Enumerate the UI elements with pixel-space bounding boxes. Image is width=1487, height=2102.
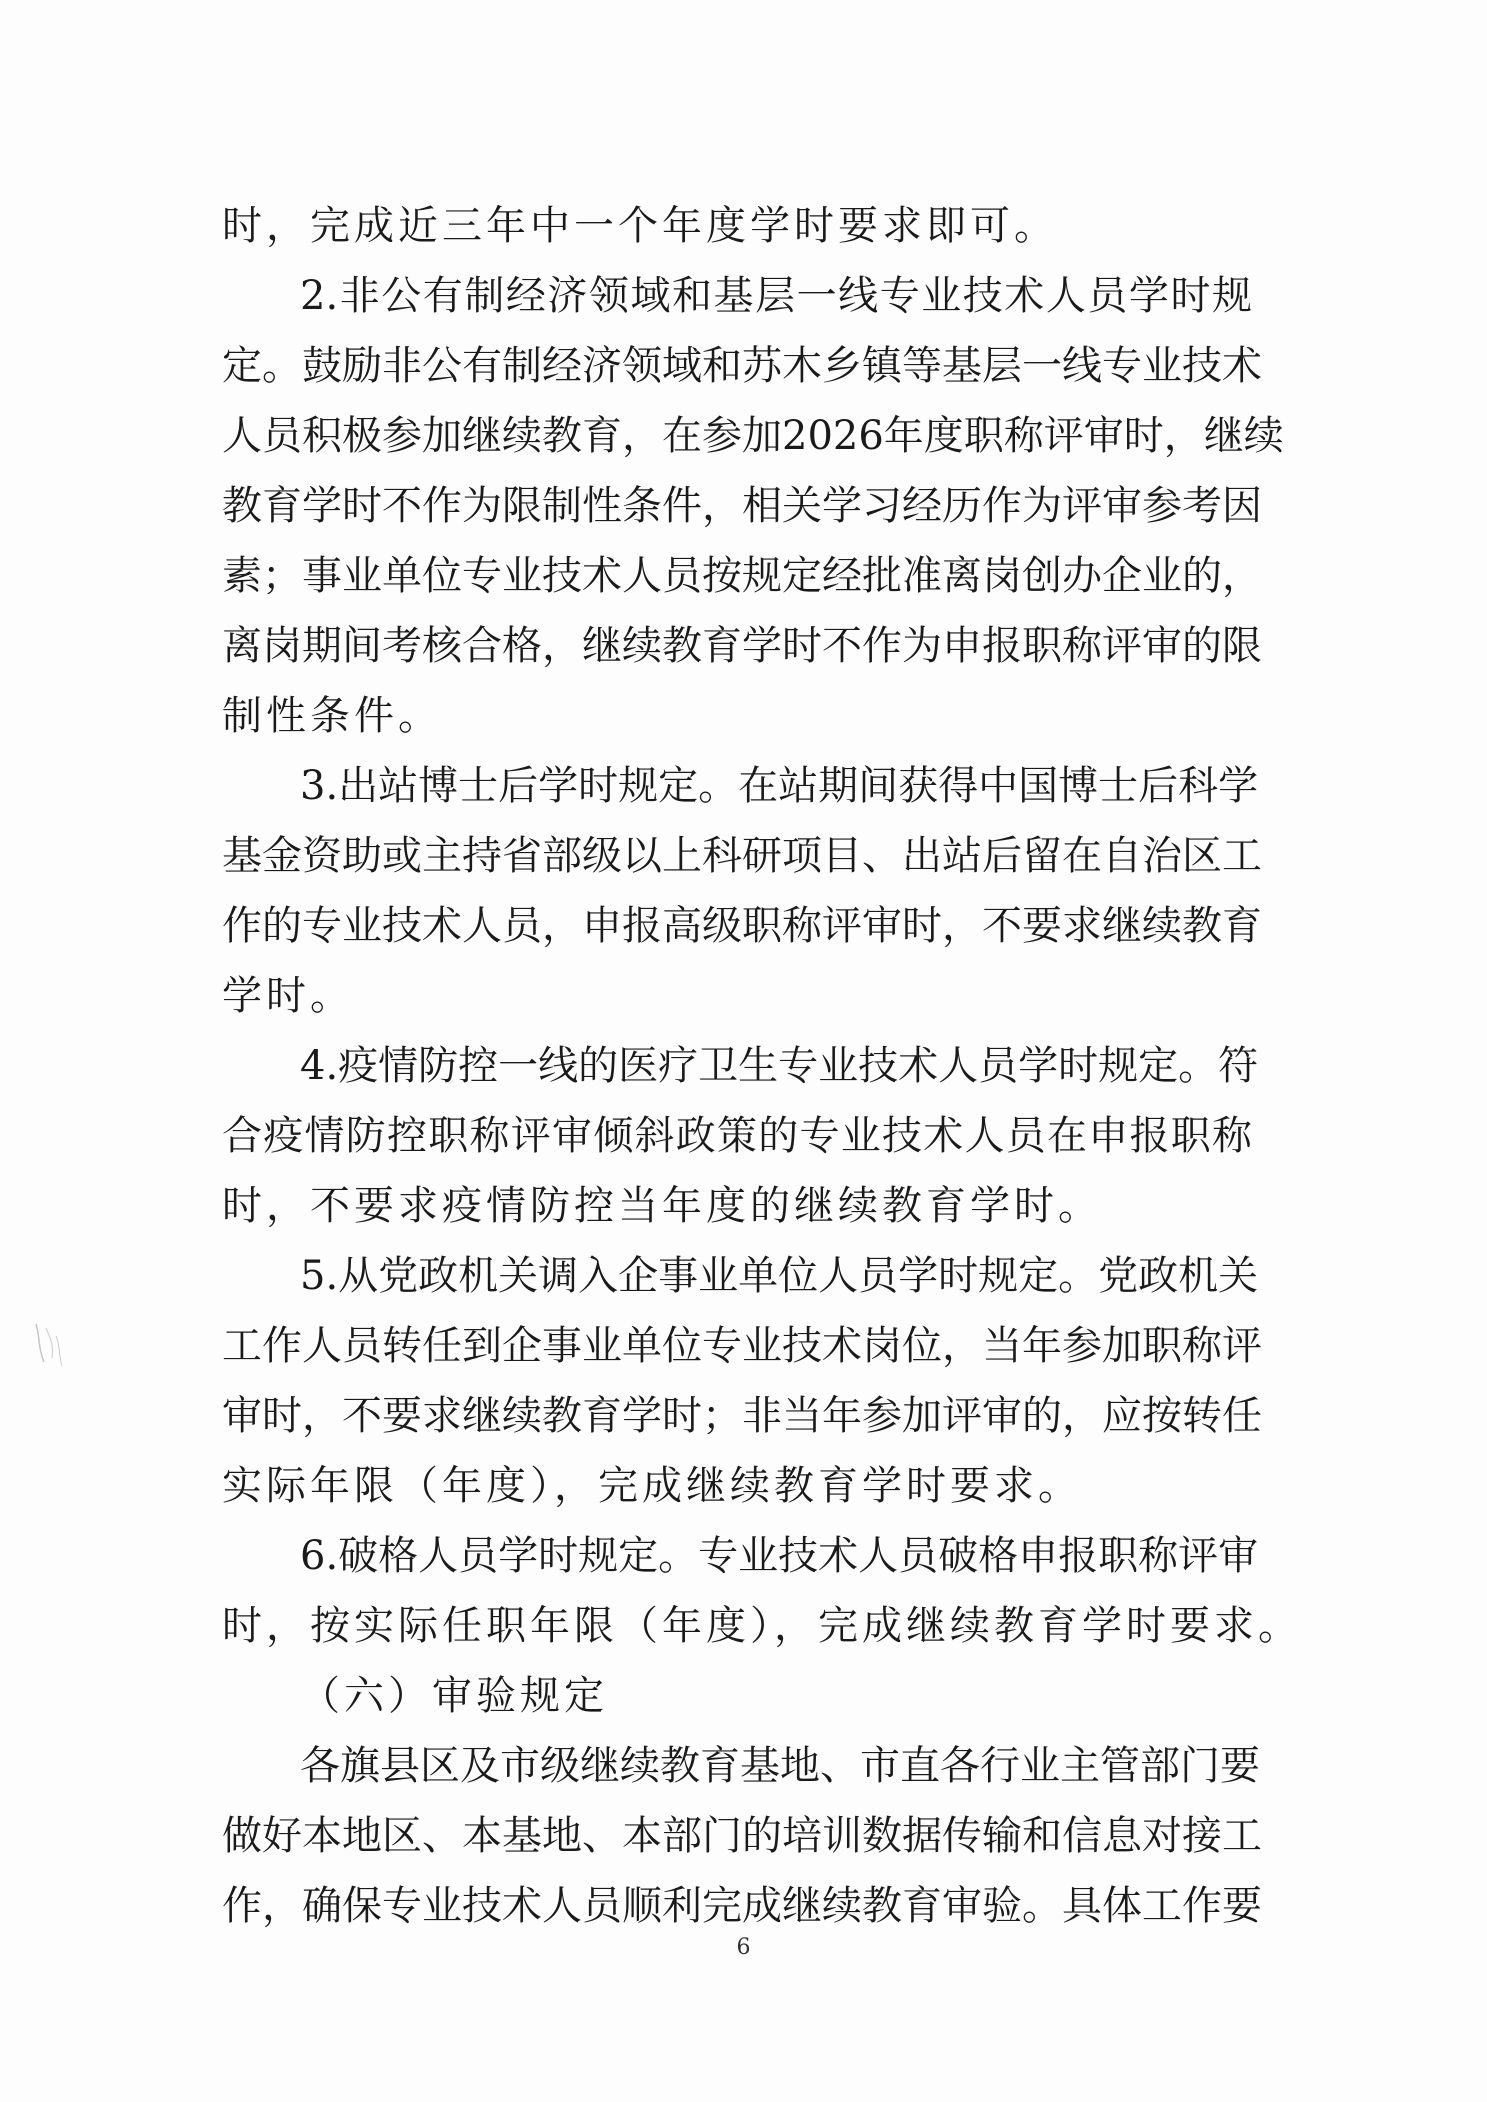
text-line: 时，不要求疫情防控当年度的继续教育学时。 bbox=[222, 1183, 1102, 1229]
text-line: 时，完成近三年中一个年度学时要求即可。 bbox=[222, 203, 1058, 249]
text-line: 基金资助或主持省部级以上科研项目、出站后留在自治区工 bbox=[222, 833, 1262, 879]
text-line: 审时，不要求继续教育学时；非当年参加评审的，应按转任 bbox=[222, 1393, 1262, 1439]
text-line: 离岗期间考核合格，继续教育学时不作为申报职称评审的限 bbox=[222, 623, 1262, 669]
text-line: 教育学时不作为限制性条件，相关学习经历作为评审参考因 bbox=[222, 483, 1262, 529]
text-line: 定。鼓励非公有制经济领域和苏木乡镇等基层一线专业技术 bbox=[222, 343, 1262, 389]
text-line: 素；事业单位专业技术人员按规定经批准离岗创办企业的， bbox=[222, 553, 1262, 599]
text-line: 合疫情防控职称评审倾斜政策的专业技术人员在申报职称 bbox=[222, 1113, 1252, 1159]
scan-smudge bbox=[30, 1318, 68, 1374]
text-line: 2.非公有制经济领域和基层一线专业技术人员学时规 bbox=[300, 273, 1252, 319]
text-line: 4.疫情防控一线的医疗卫生专业技术人员学时规定。符 bbox=[300, 1043, 1259, 1089]
text-line: 作的专业技术人员，申报高级职称评审时，不要求继续教育 bbox=[222, 903, 1262, 949]
page-number: 6 bbox=[736, 1935, 751, 1960]
text-line: 各旗县区及市级继续教育基地、市直各行业主管部门要 bbox=[300, 1743, 1260, 1789]
text-line: 实际年限（年度），完成继续教育学时要求。 bbox=[222, 1463, 1082, 1509]
text-line: 6.破格人员学时规定。专业技术人员破格申报职称评审 bbox=[300, 1533, 1259, 1579]
text-line: 人员积极参加继续教育，在参加2026年度职称评审时，继续 bbox=[222, 413, 1284, 459]
text-line: 学时。 bbox=[222, 973, 354, 1019]
text-line: 5.从党政机关调入企事业单位人员学时规定。党政机关 bbox=[300, 1253, 1259, 1299]
section-heading: （六）审验规定 bbox=[300, 1673, 608, 1719]
text-line: 工作人员转任到企事业单位专业技术岗位，当年参加职称评 bbox=[222, 1323, 1262, 1369]
text-line: 做好本地区、本基地、本部门的培训数据传输和信息对接工 bbox=[222, 1813, 1262, 1859]
text-line: 制性条件。 bbox=[222, 693, 442, 739]
text-line: 3.出站博士后学时规定。在站期间获得中国博士后科学 bbox=[300, 763, 1259, 809]
text-line: 时，按实际任职年限（年度），完成继续教育学时要求。 bbox=[222, 1603, 1302, 1649]
text-line: 作，确保专业技术人员顺利完成继续教育审验。具体工作要 bbox=[222, 1883, 1262, 1929]
